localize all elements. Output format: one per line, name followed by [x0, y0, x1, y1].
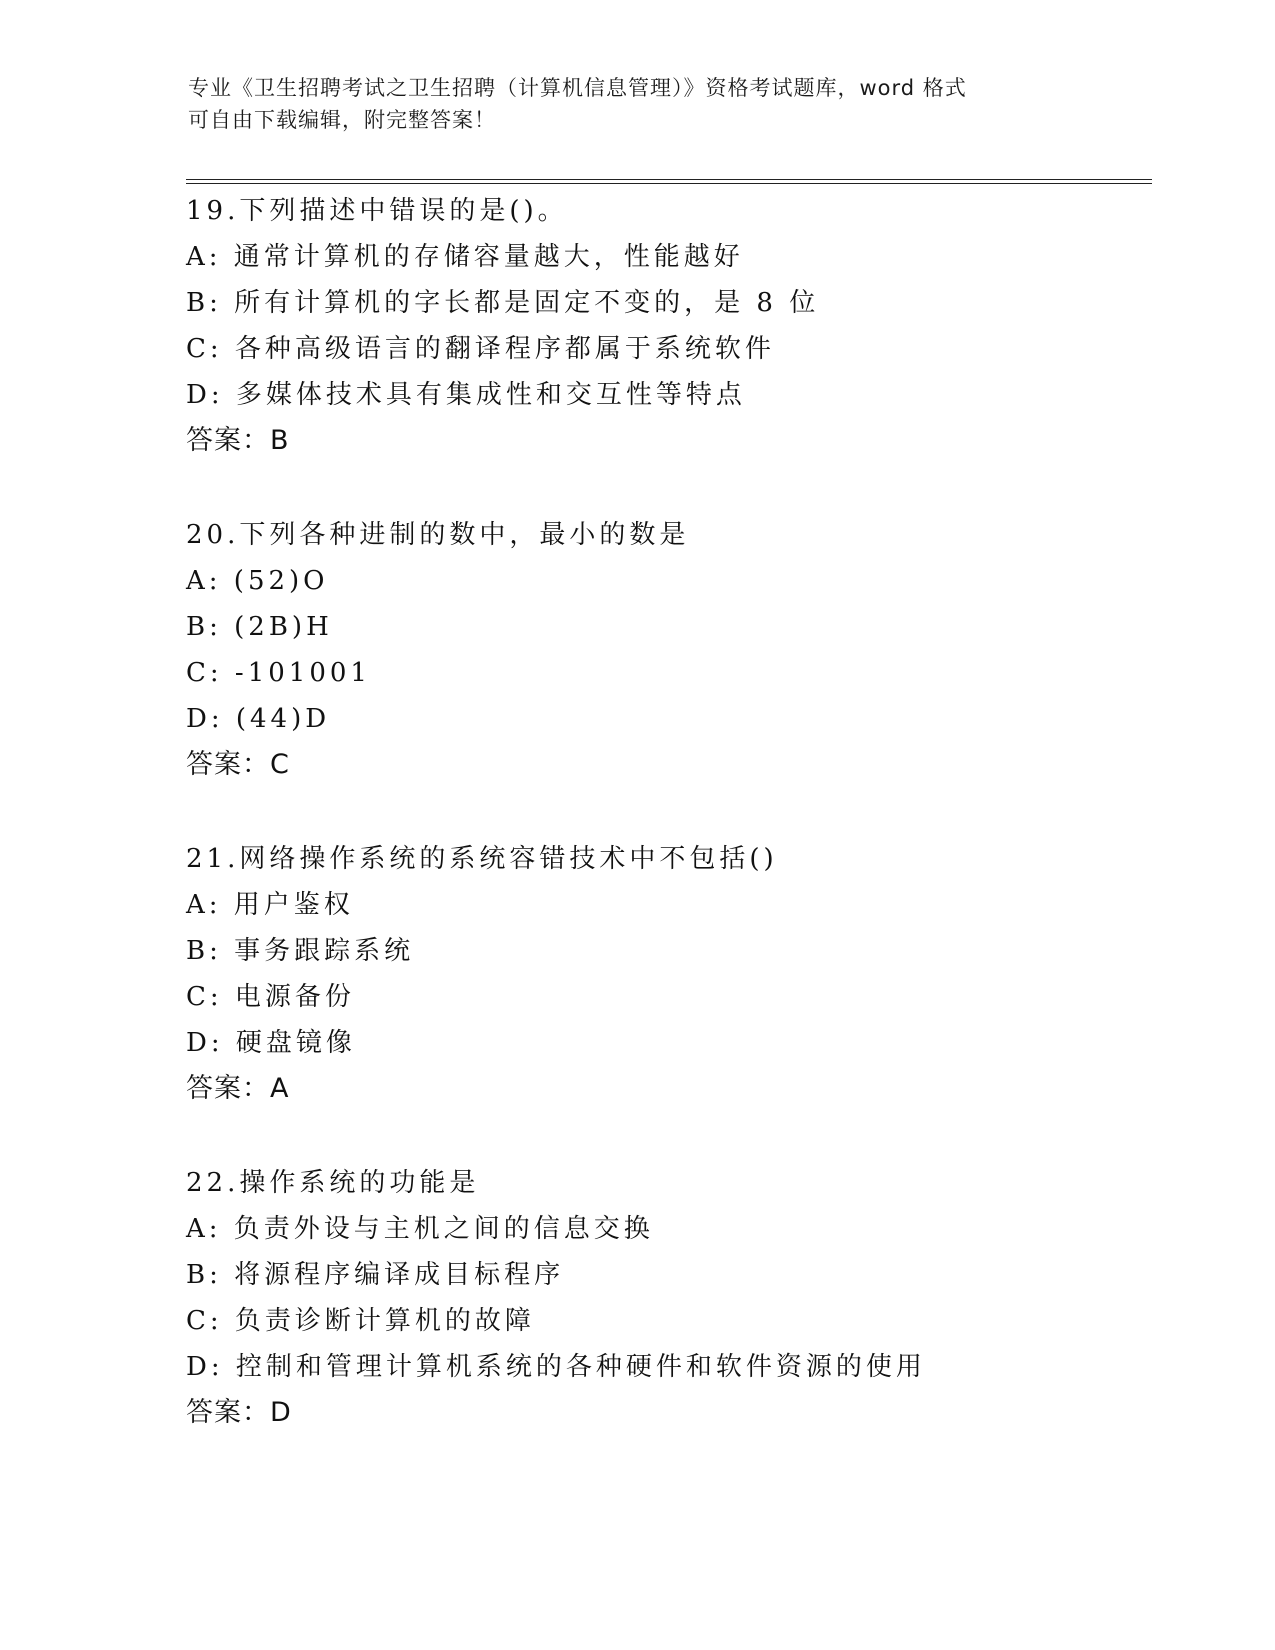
header-line-2: 可自由下载编辑，附完整答案！: [188, 108, 496, 132]
header-line-1: 专业《卫生招聘考试之卫生招聘（计算机信息管理）》资格考试题库，word 格式: [188, 76, 967, 100]
question-stem: 22.操作系统的功能是: [186, 1168, 480, 1198]
question-20: [186, 512, 1146, 788]
option-b: B: 将源程序编译成目标程序: [186, 1260, 565, 1290]
option-a: A: 负责外设与主机之间的信息交换: [186, 1214, 654, 1244]
header-divider-bottom: [186, 183, 1152, 184]
option-b: B: 事务跟踪系统: [186, 936, 415, 966]
option-c: C: 各种高级语言的翻译程序都属于系统软件: [186, 334, 775, 364]
option-a: A: (52)O: [186, 566, 329, 596]
question-stem: 19.下列描述中错误的是()。: [186, 196, 568, 226]
answer-line: 答案：C: [186, 749, 290, 780]
option-a: A: 用户鉴权: [186, 890, 354, 920]
question-21: [186, 836, 1146, 1112]
document-header: [188, 72, 1068, 136]
answer-line: 答案：B: [186, 425, 290, 456]
option-a: A: 通常计算机的存储容量越大，性能越好: [186, 242, 744, 272]
option-c: C: -101001: [186, 658, 371, 688]
option-b: B: (2B)H: [186, 612, 333, 642]
header-divider-top: [186, 179, 1152, 180]
option-c: C: 电源备份: [186, 982, 355, 1012]
option-d: D: (44)D: [186, 704, 331, 734]
option-d: D: 控制和管理计算机系统的各种硬件和软件资源的使用: [186, 1352, 926, 1382]
question-list: [186, 188, 1146, 1484]
question-stem: 21.网络操作系统的系统容错技术中不包括(): [186, 844, 778, 874]
question-19: [186, 188, 1146, 464]
option-d: D: 多媒体技术具有集成性和交互性等特点: [186, 380, 746, 410]
answer-line: 答案：A: [186, 1073, 290, 1104]
option-b: B: 所有计算机的字长都是固定不变的，是 8 位: [186, 288, 820, 318]
option-c: C: 负责诊断计算机的故障: [186, 1306, 535, 1336]
question-stem: 20.下列各种进制的数中，最小的数是: [186, 520, 690, 550]
option-d: D: 硬盘镜像: [186, 1028, 356, 1058]
answer-line: 答案：D: [186, 1397, 292, 1428]
question-22: [186, 1160, 1146, 1436]
